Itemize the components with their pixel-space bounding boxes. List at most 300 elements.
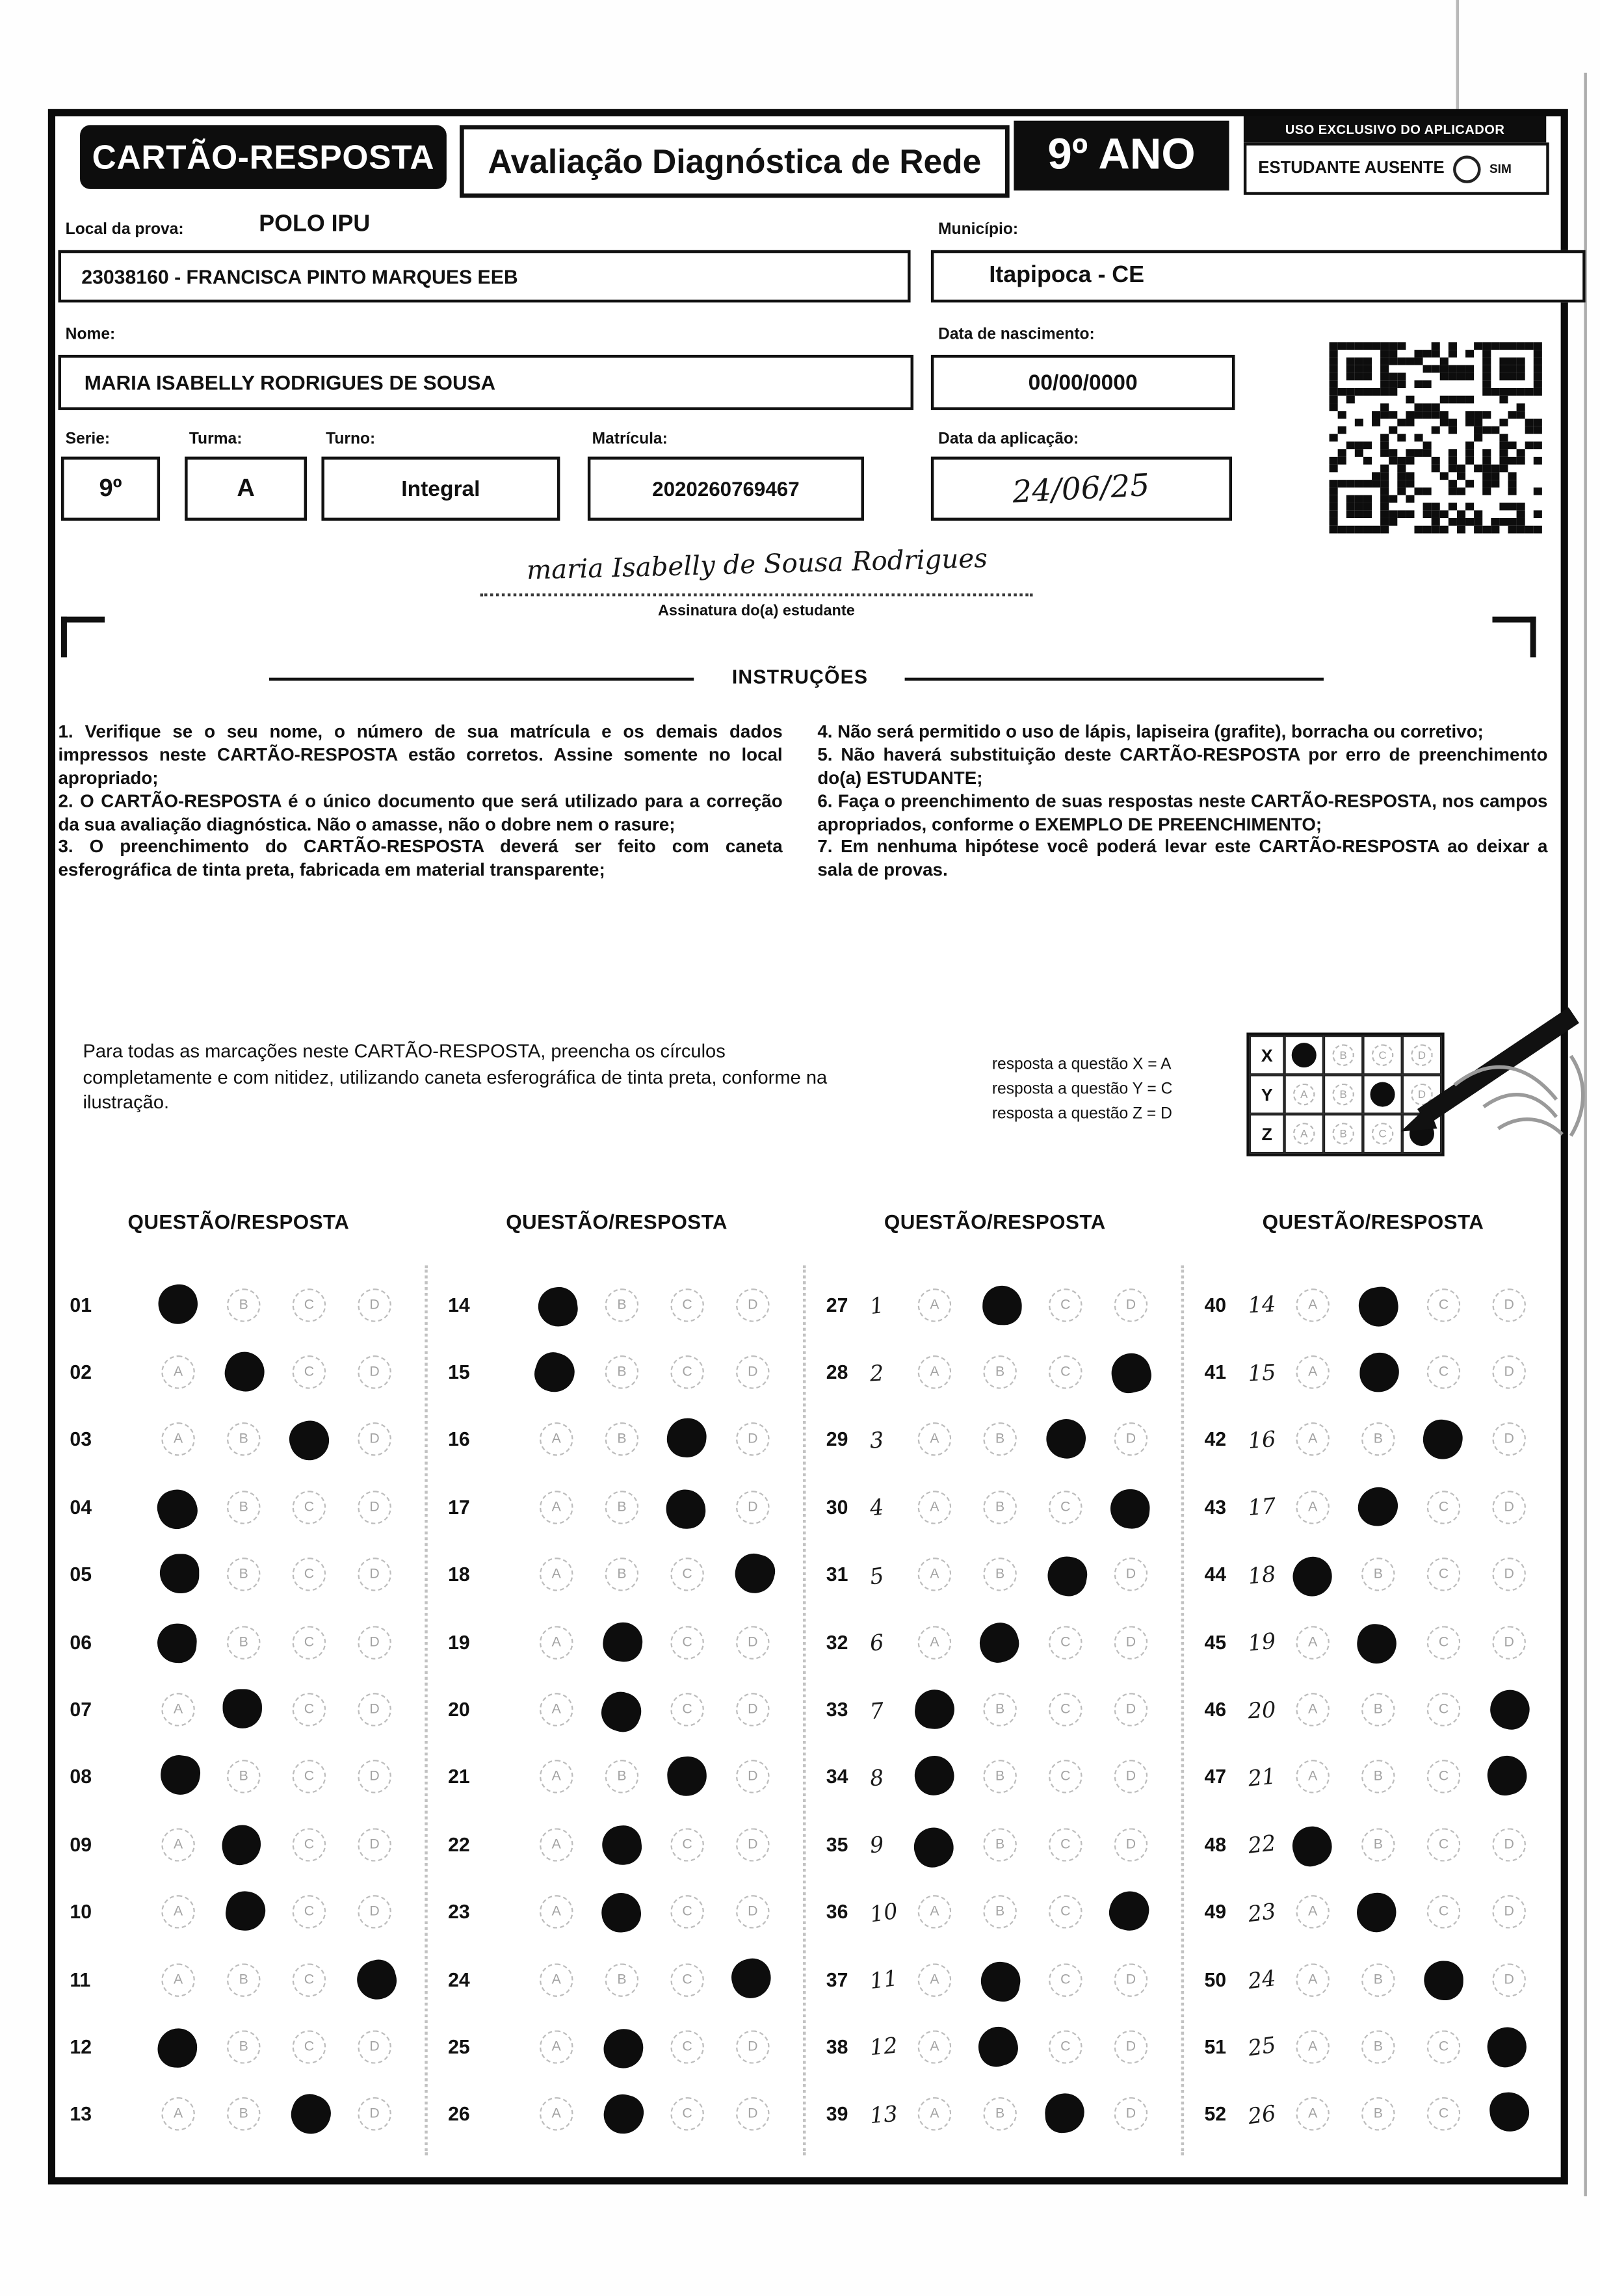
bubble-a[interactable] [523,1491,589,1524]
bubble-b[interactable] [589,1892,655,1931]
bubble-a[interactable] [902,1558,967,1591]
bubble-d[interactable] [1476,1423,1542,1456]
bubble-b[interactable] [589,1288,655,1322]
bubble-b[interactable] [589,1491,655,1524]
bubble-d[interactable] [1098,1558,1164,1591]
bubble-a[interactable] [146,1487,211,1526]
empty-bubble: C [670,1828,703,1861]
bubble-a[interactable] [902,1963,967,1996]
bubble-d[interactable] [1098,2098,1164,2131]
bubble-d[interactable] [1476,1558,1542,1591]
bubble-b[interactable] [211,1760,276,1794]
bubble-d[interactable] [1476,1355,1542,1389]
empty-bubble: D [1114,1828,1148,1861]
bubble-b[interactable] [211,1353,276,1392]
bubble-d[interactable] [342,1760,408,1794]
bubble-b[interactable] [211,2030,276,2063]
bubble-b[interactable] [1346,1487,1411,1526]
bubble-c[interactable] [1411,1420,1476,1459]
bubble-b[interactable] [1346,2030,1411,2063]
bubble-a[interactable] [902,2030,967,2063]
empty-bubble: B [605,1491,638,1524]
bubble-d[interactable] [1098,1625,1164,1658]
question-number: 34 [826,1766,848,1788]
bubble-d[interactable] [720,1760,785,1794]
bubble-c[interactable] [655,1828,720,1861]
bubble-a[interactable] [146,1423,211,1456]
bubble-d[interactable] [1098,2030,1164,2063]
example-legend-line: resposta a questão Z = D [991,1105,1172,1123]
bubble-d[interactable] [720,1555,785,1594]
filled-mark [665,1488,707,1530]
bubble-b[interactable] [1346,1623,1411,1662]
example-legend-line: resposta a questão Y = C [991,1080,1173,1099]
bubble-a[interactable] [1280,1555,1346,1594]
bubble-a[interactable] [146,1758,211,1797]
bubble-a[interactable] [146,2098,211,2131]
bubble-d[interactable] [342,1625,408,1658]
bubble-c[interactable] [1411,2098,1476,2131]
bubble-d[interactable] [1476,1758,1542,1797]
bubble-a[interactable] [523,1423,589,1456]
empty-bubble: C [1049,1288,1082,1322]
bubble-a[interactable] [146,1355,211,1389]
bubble-b[interactable] [967,1558,1033,1591]
bubble-a[interactable] [523,1625,589,1658]
bubble-d[interactable] [1098,1892,1164,1931]
bubble-c[interactable] [276,1355,342,1389]
empty-bubble: A [161,1355,194,1389]
bubble-d[interactable] [1476,1896,1542,1929]
bubble-b[interactable] [967,1896,1033,1929]
bubble-b[interactable] [589,1423,655,1456]
handwritten-number: 14 [1247,1291,1277,1319]
empty-bubble: C [670,1693,703,1726]
bubble-b[interactable] [211,1423,276,1456]
filled-mark [1043,2093,1085,2134]
bubble-a[interactable] [146,1896,211,1929]
bubble-a[interactable] [146,1963,211,1996]
bubble-b[interactable] [967,1623,1033,1662]
bubble-d[interactable] [342,2098,408,2131]
bubble-c[interactable] [655,1963,720,1996]
bubble-a[interactable] [146,1285,211,1324]
answer-row [1193,1879,1554,1946]
empty-bubble: C [1049,1491,1082,1524]
bubble-b[interactable] [211,1625,276,1658]
bubble-c[interactable] [655,1487,720,1526]
answer-row [1193,1743,1554,1811]
bubble-d[interactable] [720,1960,785,1999]
empty-bubble: B [983,1760,1016,1794]
bubble-b[interactable] [589,2028,655,2067]
bubble-b[interactable] [589,1558,655,1591]
bubble-c[interactable] [655,2098,720,2131]
bubble-a[interactable] [1280,1625,1346,1658]
bubble-c[interactable] [1411,1625,1476,1658]
bubble-a[interactable] [523,1285,589,1324]
bubble-c[interactable] [276,1625,342,1658]
bubble-c[interactable] [655,1693,720,1726]
instruction-item: 7. Em nenhuma hipótese você poderá levar este CARTÃO-RESPOSTA ao deixar a sala de provas. [817,837,1548,881]
empty-bubble: C [670,2030,703,2063]
bubble-c[interactable] [1411,1896,1476,1929]
answer-row [436,2013,797,2081]
question-number: 38 [826,2036,848,2058]
bubble-d[interactable] [1098,1423,1164,1456]
bubble-b[interactable] [211,1963,276,1996]
question-number: 09 [70,1833,92,1856]
bubble-a[interactable] [1280,1423,1346,1456]
filled-mark [1042,1416,1090,1463]
bubble-d[interactable] [720,1288,785,1322]
absent-sim-bubble[interactable] [1453,155,1481,183]
handwritten-number: 23 [1246,1898,1278,1927]
bubble-c[interactable] [1032,1355,1098,1389]
bubble-a[interactable] [146,1555,211,1594]
filled-mark [155,1280,202,1327]
bubble-b[interactable] [1346,1760,1411,1794]
bubble-c[interactable] [276,1491,342,1524]
empty-bubble: C [1372,1044,1394,1066]
bubble-d[interactable] [1098,1693,1164,1726]
bubble-c[interactable] [276,2030,342,2063]
bubble-c[interactable] [1032,1693,1098,1726]
bubble-c[interactable] [1411,1491,1476,1524]
empty-bubble: C [1049,1625,1082,1658]
bubble-a[interactable] [902,1758,967,1797]
empty-bubble: A [918,2098,951,2131]
bubble-b[interactable] [589,1825,655,1864]
bubble-b[interactable] [211,1491,276,1524]
bubble-a[interactable] [523,1558,589,1591]
answer-row [1193,1406,1554,1474]
bubble-c[interactable] [655,1355,720,1389]
bubble-d[interactable] [1098,1288,1164,1322]
bubble-b[interactable] [967,1423,1033,1456]
empty-bubble: C [293,1625,326,1658]
bubble-c[interactable] [276,1963,342,1996]
bubble-d[interactable] [1476,1288,1542,1322]
bubble-d[interactable] [342,1960,408,1999]
bubble-d[interactable] [342,1558,408,1591]
empty-bubble: D [358,2030,391,2063]
bubble-a[interactable] [902,1491,967,1524]
bubble-d[interactable] [1098,1760,1164,1794]
bubble-b[interactable] [589,1690,655,1729]
bubble-b[interactable] [1346,1693,1411,1726]
bubble-a[interactable] [902,2098,967,2131]
bubble-d[interactable] [342,1828,408,1861]
filled-mark [1287,1821,1337,1871]
question-number: 07 [70,1699,92,1721]
empty-bubble: C [1049,1760,1082,1794]
bubble-d[interactable] [342,1896,408,1929]
bubble-d[interactable] [1098,1353,1164,1392]
bubble-a[interactable] [902,1690,967,1729]
bubble-a[interactable] [1280,1760,1346,1794]
handwritten-number: 25 [1246,2032,1278,2063]
bubble-d[interactable] [720,1625,785,1658]
bubble-d[interactable] [1476,1625,1542,1658]
handwritten-number: 2 [869,1359,885,1387]
answer-row [815,1743,1175,1811]
bubble-a[interactable] [1280,1963,1346,1996]
bubble-b[interactable] [1346,1353,1411,1392]
answer-row [1193,1946,1554,2013]
bubble-b[interactable] [211,1690,276,1729]
bubble-b[interactable] [211,1825,276,1864]
question-number: 36 [826,1901,848,1924]
empty-bubble: C [1427,1693,1460,1726]
filled-mark [1106,1888,1153,1935]
bubble-a[interactable] [523,1353,589,1392]
bubble-c[interactable] [655,1625,720,1658]
bubble-b[interactable] [1346,1828,1411,1861]
aplicacao-handwritten-date: 24/06/25 [1012,467,1151,510]
bubble-c[interactable] [655,1558,720,1591]
bubble-c[interactable] [1032,1963,1098,1996]
bubble-b[interactable] [1346,1558,1411,1591]
registration-mark-right [1492,617,1536,658]
filled-mark [1355,1891,1398,1934]
bubble-a[interactable] [1280,1288,1346,1322]
filled-mark [601,2026,646,2070]
bubble-b[interactable] [967,1960,1033,1999]
bubble-d[interactable] [1476,2028,1542,2067]
bubble-c[interactable] [1032,2095,1098,2134]
bubble-a[interactable] [523,1693,589,1726]
question-number: 24 [448,1968,470,1990]
bubble-d[interactable] [1476,1690,1542,1729]
bubble-b[interactable] [589,2095,655,2134]
bubble-d[interactable] [720,1423,785,1456]
bubble-b[interactable] [211,1892,276,1931]
bubble-b[interactable] [967,2028,1033,2067]
filled-mark [284,1416,334,1466]
bubble-b[interactable] [1346,1892,1411,1931]
bubble-d[interactable] [1476,1828,1542,1861]
bubble-b[interactable] [967,1355,1033,1389]
bubble-d[interactable] [342,1693,408,1726]
bubble-c[interactable] [276,2095,342,2134]
filled-mark [217,1820,266,1869]
bubble-a[interactable] [146,1623,211,1662]
bubble-c[interactable] [1032,1828,1098,1861]
question-number: 51 [1204,2036,1227,2058]
bubble-b[interactable] [967,1693,1033,1726]
bubble-b[interactable] [1346,2098,1411,2131]
question-number: 28 [826,1361,848,1383]
bubble-c[interactable] [276,1420,342,1459]
answer-rows [1193,1271,1554,2148]
answer-row [58,1474,419,1541]
bubble-c[interactable] [1032,1896,1098,1929]
bubble-c[interactable] [1411,1355,1476,1389]
empty-bubble: D [736,1288,769,1322]
bubble-c[interactable] [276,1558,342,1591]
bubble-c[interactable] [655,1420,720,1459]
bubble-d[interactable] [720,1355,785,1389]
bubble-a[interactable] [523,2098,589,2131]
handwritten-number: 21 [1246,1762,1278,1792]
empty-bubble: C [1049,1963,1082,1996]
bubble-a[interactable] [902,1423,967,1456]
bubble-b[interactable] [211,1288,276,1322]
bubble-a[interactable] [902,1896,967,1929]
bubble-d[interactable] [720,1491,785,1524]
bubble-d[interactable] [342,1491,408,1524]
answer-row [1193,1271,1554,1338]
qr-code [1320,335,1550,541]
bubble-a[interactable] [1280,1355,1346,1389]
empty-bubble: C [1427,1828,1460,1861]
bubble-a[interactable] [146,1828,211,1861]
empty-bubble: D [1114,1288,1148,1322]
bubble-c[interactable] [276,1828,342,1861]
instruction-item: 6. Faça o preenchimento de suas respostas neste CARTÃO-RESPOSTA, nos campos apropriados, conforme o EXEMPLO DE PREENCHIMENTO; [817,790,1548,835]
answer-row [815,1946,1175,2013]
empty-bubble: A [161,1423,194,1456]
bubble-b[interactable] [589,1963,655,1996]
bubble-a[interactable] [523,2030,589,2063]
bubble-c[interactable] [276,1288,342,1322]
bubble-b[interactable] [589,1355,655,1389]
empty-bubble: D [1114,1963,1148,1996]
bubble-b[interactable] [589,1623,655,1662]
bubble-b[interactable] [967,2098,1033,2131]
bubble-c[interactable] [276,1760,342,1794]
bubble-d[interactable] [1098,1487,1164,1526]
empty-bubble: B [983,1558,1016,1591]
filled-mark [908,1821,958,1872]
bubble-b[interactable] [967,1491,1033,1524]
empty-bubble: D [358,1760,391,1794]
bubble-a[interactable] [1280,2030,1346,2063]
bubble-a[interactable] [146,2028,211,2067]
signature-area [480,543,1032,597]
bubble-c[interactable] [1411,2030,1476,2063]
empty-bubble: A [1296,1288,1329,1322]
bubble-a[interactable] [902,1288,967,1322]
bubble-c[interactable] [1411,1288,1476,1322]
bubble-c[interactable] [655,2030,720,2063]
empty-bubble: A [161,1693,194,1726]
bubble-c[interactable] [1411,1558,1476,1591]
bubble-c[interactable] [1032,2030,1098,2063]
bubble-d[interactable] [1476,2095,1542,2134]
filled-mark [1484,1753,1530,1799]
bubble-c[interactable] [1032,1420,1098,1459]
bubble-d[interactable] [720,2030,785,2063]
bubble-a[interactable] [1280,1693,1346,1726]
bubble-d[interactable] [1098,1828,1164,1861]
question-number: 16 [448,1429,470,1451]
bubble-a[interactable] [1280,1825,1346,1864]
bubble-d[interactable] [720,1828,785,1861]
bubble-b[interactable] [967,1285,1033,1324]
answer-rows [58,1271,419,2148]
answer-row [436,1946,797,2013]
bubble-a[interactable] [1280,1896,1346,1929]
answer-column [436,1210,797,2148]
bubble-a[interactable] [1280,1491,1346,1524]
bubble-a[interactable] [523,1760,589,1794]
bubble-b[interactable] [589,1760,655,1794]
empty-bubble: A [918,1355,951,1389]
bubble-c[interactable] [276,1896,342,1929]
empty-bubble: A [918,2030,951,2063]
bubble-a[interactable] [902,1625,967,1658]
bubble-b[interactable] [1346,1963,1411,1996]
bubble-d[interactable] [1476,1963,1542,1996]
bubble-b[interactable] [967,1828,1033,1861]
bubble-d[interactable] [342,1355,408,1389]
bubble-c[interactable] [1032,1555,1098,1594]
serie-box: 9º [61,457,160,521]
bubble-a[interactable] [1280,2098,1346,2131]
bubble-b[interactable] [211,1558,276,1591]
empty-bubble: B [605,1963,638,1996]
empty-bubble: C [293,1558,326,1591]
column-separator [1181,1265,1184,2155]
bubble-c[interactable] [1032,1625,1098,1658]
filled-mark [223,1689,262,1728]
bubble-c[interactable] [1032,1760,1098,1794]
bubble-b[interactable] [211,2098,276,2131]
bubble-d[interactable] [1476,1491,1542,1524]
bubble-a[interactable] [523,1828,589,1861]
bubble-b[interactable] [967,1760,1033,1794]
empty-bubble: A [1296,2098,1329,2131]
bubble-a[interactable] [902,1825,967,1864]
empty-bubble: C [670,1896,703,1929]
bubble-c[interactable] [655,1758,720,1797]
bubble-c[interactable] [1411,1960,1476,1999]
bubble-c[interactable] [1032,1288,1098,1322]
bubble-b[interactable] [1346,1423,1411,1456]
bubble-d[interactable] [720,1693,785,1726]
bubble-c[interactable] [1411,1828,1476,1861]
empty-bubble: B [1361,1963,1395,1996]
answer-row [815,2081,1175,2148]
bubble-d[interactable] [342,1423,408,1456]
bubble-d[interactable] [342,1288,408,1322]
bubble-c[interactable] [1411,1693,1476,1726]
handwritten-number: 1 [868,1292,886,1320]
bubble-d[interactable] [720,2098,785,2131]
bubble-a[interactable] [146,1693,211,1726]
bubble-c[interactable] [1032,1491,1098,1524]
bubble-c[interactable] [1411,1760,1476,1794]
bubble-c[interactable] [655,1896,720,1929]
answer-rows [815,1271,1175,2148]
bubble-a[interactable] [523,1963,589,1996]
empty-bubble: A [540,1558,573,1591]
bubble-d[interactable] [1098,1963,1164,1996]
bubble-c[interactable] [276,1693,342,1726]
empty-bubble: C [293,1963,326,1996]
bubble-d[interactable] [342,2030,408,2063]
bubble-b[interactable] [1346,1285,1411,1324]
example-bubble-a [1285,1114,1324,1153]
bubble-d[interactable] [720,1896,785,1929]
bubble-a[interactable] [523,1896,589,1929]
answer-row [58,1338,419,1406]
instructions-right-column [817,722,1547,883]
bubble-c[interactable] [655,1288,720,1322]
bubble-a[interactable] [902,1355,967,1389]
